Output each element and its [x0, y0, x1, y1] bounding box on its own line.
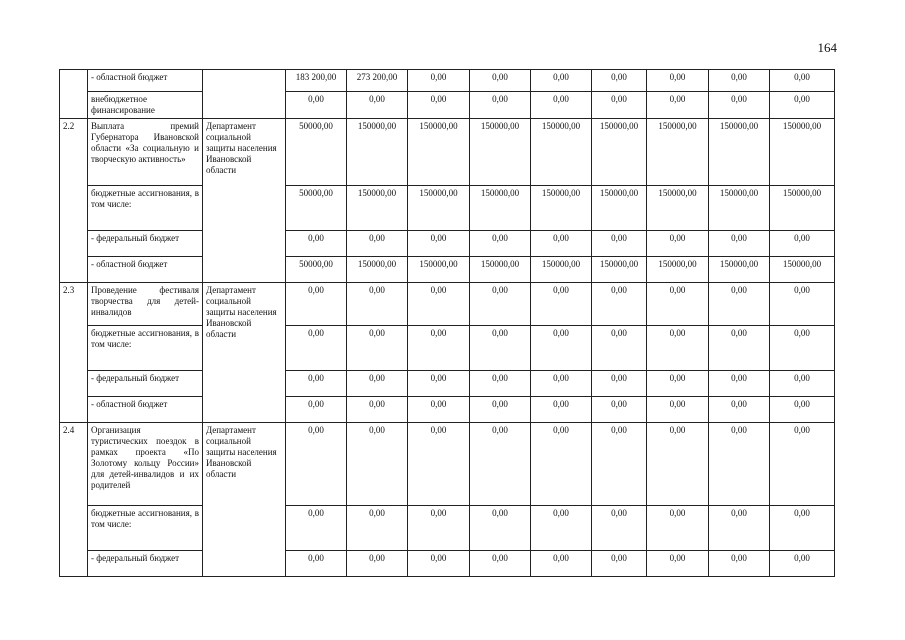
value-cell: 0,00 — [286, 423, 347, 506]
value-cell: 150000,00 — [347, 257, 408, 283]
row-description: бюджетные ассигнования, в том числе: — [88, 186, 203, 231]
value-cell: 150000,00 — [347, 119, 408, 186]
value-cell: 0,00 — [709, 397, 770, 423]
value-cell: 0,00 — [709, 326, 770, 371]
value-cell: 150000,00 — [770, 119, 835, 186]
value-cell: 0,00 — [408, 70, 470, 92]
table-row — [60, 423, 835, 506]
value-cell: 0,00 — [709, 92, 770, 119]
value-cell: 150000,00 — [347, 186, 408, 231]
value-cell: 0,00 — [286, 551, 347, 577]
value-cell: 0,00 — [770, 423, 835, 506]
value-cell: 150000,00 — [709, 257, 770, 283]
table-row — [60, 92, 835, 119]
budget-table — [59, 69, 835, 577]
value-cell: 0,00 — [592, 371, 647, 397]
value-cell: 0,00 — [470, 70, 531, 92]
department-cell: Департамент социальной защиты населения Ивановской области — [203, 423, 286, 577]
table-row — [60, 551, 835, 577]
value-cell: 0,00 — [470, 551, 531, 577]
value-cell: 0,00 — [470, 397, 531, 423]
value-cell: 0,00 — [770, 506, 835, 551]
value-cell: 0,00 — [347, 506, 408, 551]
value-cell: 0,00 — [647, 506, 709, 551]
value-cell: 150000,00 — [531, 119, 592, 186]
row-description: бюджетные ассигнования, в том числе: — [88, 506, 203, 551]
value-cell: 0,00 — [408, 371, 470, 397]
table-row — [60, 70, 835, 92]
value-cell: 50000,00 — [286, 257, 347, 283]
value-cell: 0,00 — [592, 231, 647, 257]
value-cell: 0,00 — [347, 283, 408, 326]
value-cell: 0,00 — [770, 70, 835, 92]
value-cell: 150000,00 — [470, 119, 531, 186]
value-cell: 0,00 — [470, 283, 531, 326]
value-cell: 150000,00 — [770, 257, 835, 283]
department-cell: Департамент социальной защиты населения Ивановской области — [203, 119, 286, 283]
value-cell: 0,00 — [286, 283, 347, 326]
value-cell: 150000,00 — [592, 257, 647, 283]
value-cell: 0,00 — [286, 397, 347, 423]
value-cell: 0,00 — [286, 326, 347, 371]
value-cell: 0,00 — [531, 397, 592, 423]
value-cell: 150000,00 — [470, 257, 531, 283]
value-cell: 0,00 — [347, 326, 408, 371]
value-cell: 0,00 — [286, 506, 347, 551]
value-cell: 150000,00 — [647, 119, 709, 186]
row-index-cell — [60, 70, 88, 119]
row-description: бюджетные ассигнования, в том числе: — [88, 326, 203, 371]
value-cell: 0,00 — [592, 551, 647, 577]
value-cell: 0,00 — [709, 283, 770, 326]
table-row — [60, 186, 835, 231]
table-row — [60, 326, 835, 371]
value-cell: 0,00 — [531, 231, 592, 257]
value-cell: 150000,00 — [470, 186, 531, 231]
value-cell: 150000,00 — [408, 119, 470, 186]
value-cell: 0,00 — [286, 371, 347, 397]
value-cell: 0,00 — [408, 506, 470, 551]
value-cell: 0,00 — [709, 371, 770, 397]
value-cell: 0,00 — [647, 283, 709, 326]
table-row — [60, 397, 835, 423]
row-description: Выплата премий Губернатора Ивановской области «За социальную и творческую активность» — [88, 119, 203, 186]
value-cell: 0,00 — [408, 423, 470, 506]
value-cell: 150000,00 — [770, 186, 835, 231]
value-cell: 273 200,00 — [347, 70, 408, 92]
value-cell: 0,00 — [347, 371, 408, 397]
value-cell: 0,00 — [408, 397, 470, 423]
value-cell: 0,00 — [647, 231, 709, 257]
value-cell: 0,00 — [408, 92, 470, 119]
value-cell: 0,00 — [770, 551, 835, 577]
value-cell: 0,00 — [286, 92, 347, 119]
row-index-cell: 2.4 — [60, 423, 88, 577]
value-cell: 0,00 — [770, 92, 835, 119]
value-cell: 150000,00 — [531, 186, 592, 231]
value-cell: 0,00 — [709, 506, 770, 551]
value-cell: 0,00 — [408, 283, 470, 326]
value-cell: 183 200,00 — [286, 70, 347, 92]
value-cell: 0,00 — [347, 92, 408, 119]
value-cell: 0,00 — [531, 70, 592, 92]
value-cell: 0,00 — [647, 371, 709, 397]
value-cell: 0,00 — [531, 283, 592, 326]
table-row — [60, 231, 835, 257]
value-cell: 150000,00 — [408, 186, 470, 231]
value-cell: 0,00 — [531, 506, 592, 551]
value-cell: 0,00 — [470, 231, 531, 257]
value-cell: 0,00 — [770, 397, 835, 423]
value-cell: 0,00 — [647, 423, 709, 506]
value-cell: 0,00 — [592, 92, 647, 119]
value-cell: 0,00 — [592, 506, 647, 551]
row-index-cell: 2.2 — [60, 119, 88, 283]
value-cell: 0,00 — [592, 283, 647, 326]
value-cell: 0,00 — [347, 423, 408, 506]
value-cell: 0,00 — [408, 231, 470, 257]
value-cell: 0,00 — [347, 551, 408, 577]
value-cell: 0,00 — [592, 70, 647, 92]
value-cell: 0,00 — [531, 326, 592, 371]
value-cell: 150000,00 — [647, 257, 709, 283]
value-cell: 0,00 — [770, 283, 835, 326]
department-cell: Департамент социальной защиты населения Ивановской области — [203, 283, 286, 423]
row-description: Организация туристических поездок в рамках проекта «По Золотому кольцу России» для детей-инвалидов и их родителей — [88, 423, 203, 506]
row-description: - федеральный бюджет — [88, 231, 203, 257]
value-cell: 0,00 — [470, 326, 531, 371]
value-cell: 0,00 — [647, 92, 709, 119]
table-row — [60, 257, 835, 283]
value-cell: 0,00 — [286, 231, 347, 257]
value-cell: 0,00 — [709, 70, 770, 92]
row-description: Проведение фестиваля творчества для детей-инвалидов — [88, 283, 203, 326]
table-row — [60, 283, 835, 326]
value-cell: 150000,00 — [647, 186, 709, 231]
value-cell: 0,00 — [709, 231, 770, 257]
row-description: - областной бюджет — [88, 257, 203, 283]
value-cell: 0,00 — [592, 397, 647, 423]
row-description: - областной бюджет — [88, 70, 203, 92]
table-row — [60, 506, 835, 551]
value-cell: 0,00 — [592, 326, 647, 371]
value-cell: 0,00 — [709, 551, 770, 577]
value-cell: 0,00 — [647, 70, 709, 92]
value-cell: 0,00 — [347, 231, 408, 257]
value-cell: 150000,00 — [709, 186, 770, 231]
value-cell: 0,00 — [531, 551, 592, 577]
value-cell: 150000,00 — [408, 257, 470, 283]
table-row — [60, 119, 835, 186]
row-description: внебюджетное финансирование — [88, 92, 203, 119]
value-cell: 0,00 — [470, 506, 531, 551]
row-index-cell: 2.3 — [60, 283, 88, 423]
value-cell: 0,00 — [647, 397, 709, 423]
value-cell: 0,00 — [647, 326, 709, 371]
row-description: - федеральный бюджет — [88, 371, 203, 397]
value-cell: 0,00 — [647, 551, 709, 577]
page-number: 164 — [817, 40, 837, 55]
value-cell: 50000,00 — [286, 119, 347, 186]
row-description: - областной бюджет — [88, 397, 203, 423]
value-cell: 0,00 — [408, 551, 470, 577]
value-cell: 150000,00 — [531, 257, 592, 283]
department-cell — [203, 70, 286, 119]
value-cell: 0,00 — [347, 397, 408, 423]
value-cell: 0,00 — [709, 423, 770, 506]
value-cell: 0,00 — [770, 231, 835, 257]
value-cell: 50000,00 — [286, 186, 347, 231]
value-cell: 0,00 — [770, 326, 835, 371]
value-cell: 0,00 — [470, 371, 531, 397]
value-cell: 150000,00 — [592, 186, 647, 231]
value-cell: 0,00 — [592, 423, 647, 506]
value-cell: 0,00 — [531, 92, 592, 119]
value-cell: 150000,00 — [592, 119, 647, 186]
value-cell: 0,00 — [470, 423, 531, 506]
row-description: - федеральный бюджет — [88, 551, 203, 577]
value-cell: 0,00 — [408, 326, 470, 371]
value-cell: 0,00 — [531, 371, 592, 397]
value-cell: 0,00 — [770, 371, 835, 397]
value-cell: 0,00 — [531, 423, 592, 506]
table-row — [60, 371, 835, 397]
value-cell: 150000,00 — [709, 119, 770, 186]
value-cell: 0,00 — [470, 92, 531, 119]
